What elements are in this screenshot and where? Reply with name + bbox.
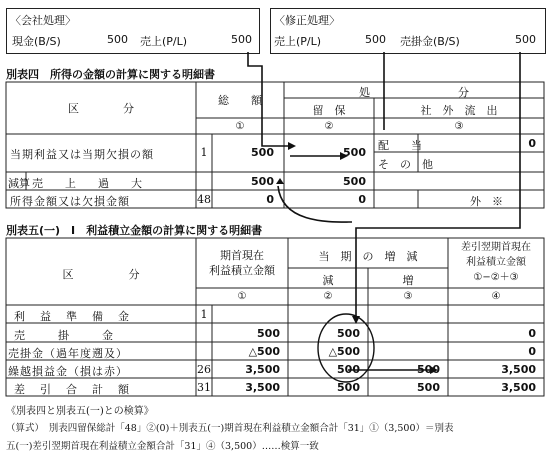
table4-haito-label: 配 当 bbox=[378, 139, 422, 152]
correction-credit-amount: 500 bbox=[515, 33, 536, 46]
correction-credit-label: 売掛金(B/S) bbox=[400, 35, 460, 48]
table5-row1-label: 利 益 準 備 金 bbox=[14, 310, 131, 323]
table4-row3-no: 48 bbox=[197, 193, 211, 206]
table5-row5-increase: 500 bbox=[417, 381, 440, 394]
table4-shobun-header: 処 分 bbox=[359, 86, 469, 99]
table4-kubun-header: 区 分 bbox=[68, 102, 134, 115]
correction-debit-amount: 500 bbox=[365, 33, 386, 46]
table5-row2-ending: 0 bbox=[528, 327, 536, 340]
table4-title: 別表四 所得の金額の計算に関する明細書 bbox=[6, 68, 215, 81]
table5-row4-label: 繰越損益金（損は赤） bbox=[8, 365, 128, 378]
table5-row5-no: 31 bbox=[197, 381, 211, 394]
table4-shagai-header: 社 外 流 出 bbox=[420, 104, 498, 117]
table5-row2-beginning: 500 bbox=[257, 327, 280, 340]
table5-row2-label: 売 掛 金 bbox=[14, 329, 113, 342]
table4-row3-total: 0 bbox=[266, 193, 274, 206]
table5-row3-beginning: △500 bbox=[248, 345, 280, 358]
table5-row5-ending: 3,500 bbox=[501, 381, 536, 394]
table5-row3-label: 売掛金（過年度遡及） bbox=[8, 347, 128, 360]
table5-row4-ending: 3,500 bbox=[501, 363, 536, 376]
company-debit-label: 現金(B/S) bbox=[12, 35, 61, 48]
table5-kubun-header: 区 分 bbox=[62, 268, 140, 281]
table4-row1-no: 1 bbox=[200, 146, 208, 159]
table5-row2-decrease: 500 bbox=[337, 327, 360, 340]
table5-row5-decrease: 500 bbox=[337, 381, 360, 394]
table5-col4-marker: ④ bbox=[491, 291, 501, 302]
table5-row4-no: 26 bbox=[197, 363, 211, 376]
check-heading: 《別表四と別表五(一)との検算》 bbox=[6, 406, 154, 417]
table5-change-header: 当 期 の 増 減 bbox=[318, 250, 418, 263]
table5-row1-no: 1 bbox=[200, 308, 208, 321]
table4-col3-marker: ③ bbox=[454, 121, 464, 132]
table5-row4-decrease: 500 bbox=[337, 363, 360, 376]
correction-entry-title: 〈修正処理〉 bbox=[274, 14, 340, 27]
table4-row1-total: 500 bbox=[251, 146, 274, 159]
table5-col2-marker: ② bbox=[323, 291, 333, 302]
company-credit-label: 売上(P/L) bbox=[140, 35, 188, 48]
table4-ryuho-header: 留 保 bbox=[312, 104, 346, 117]
table4-haito-value: 0 bbox=[528, 137, 536, 150]
check-line-1: （算式） 別表四留保総計「48」②(0)＋別表五(一)期首現在利益積立金額合計「31」①（3,500）＝別表 bbox=[6, 423, 454, 434]
table4-sonota-label: そ の 他 bbox=[378, 158, 433, 171]
table4-row3-ryuho: 0 bbox=[358, 193, 366, 206]
check-line-2: 五(一)差引翌期首現在利益積立金額合計「31」④（3,500）……検算一致 bbox=[6, 441, 319, 452]
table5-row3-decrease: △500 bbox=[328, 345, 360, 358]
table5-row4-beginning: 3,500 bbox=[245, 363, 280, 376]
company-entry-title: 〈会社処理〉 bbox=[10, 14, 76, 27]
table5-col3-marker: ③ bbox=[403, 291, 413, 302]
table5-row5-beginning: 3,500 bbox=[245, 381, 280, 394]
table4-row2-ryuho: 500 bbox=[343, 175, 366, 188]
table4-sogaku-header: 総 額 bbox=[218, 94, 262, 107]
table4-row3-label: 所得金額又は欠損金額 bbox=[10, 195, 130, 208]
table4-row1-ryuho: 500 bbox=[343, 146, 366, 159]
table4-col1-marker: ① bbox=[235, 121, 245, 132]
table4-col2-marker: ② bbox=[324, 121, 334, 132]
table5-title: 別表五(一) Ⅰ 利益積立金額の計算に関する明細書 bbox=[6, 224, 263, 237]
table4-soto-label: 外 ※ bbox=[470, 195, 503, 208]
arrow-head-1 bbox=[288, 142, 296, 150]
table4-row1-label: 当期利益又は当期欠損の額 bbox=[10, 148, 154, 161]
table5-ending-header: 差引翌期首現在 利益積立金額 ①−②＋③ bbox=[461, 242, 531, 283]
correction-debit-label: 売上(P/L) bbox=[274, 35, 322, 48]
table5-decrease-header: 減 bbox=[322, 274, 334, 287]
table5-beginning-header: 期首現在 利益積立金額 bbox=[209, 249, 275, 277]
table4-row2-total: 500 bbox=[251, 175, 274, 188]
company-debit-amount: 500 bbox=[107, 33, 128, 46]
table5-row3-ending: 0 bbox=[528, 345, 536, 358]
company-credit-amount: 500 bbox=[231, 33, 252, 46]
table5-row5-label: 差 引 合 計 額 bbox=[14, 383, 131, 396]
table5-col1-marker: ① bbox=[237, 291, 247, 302]
table5-increase-header: 増 bbox=[402, 274, 414, 287]
table4-row2-label: 売 上 過 大 bbox=[32, 177, 142, 190]
table4-side-label: 減算 bbox=[8, 177, 30, 190]
table5-row4-increase: 500 bbox=[417, 363, 440, 376]
